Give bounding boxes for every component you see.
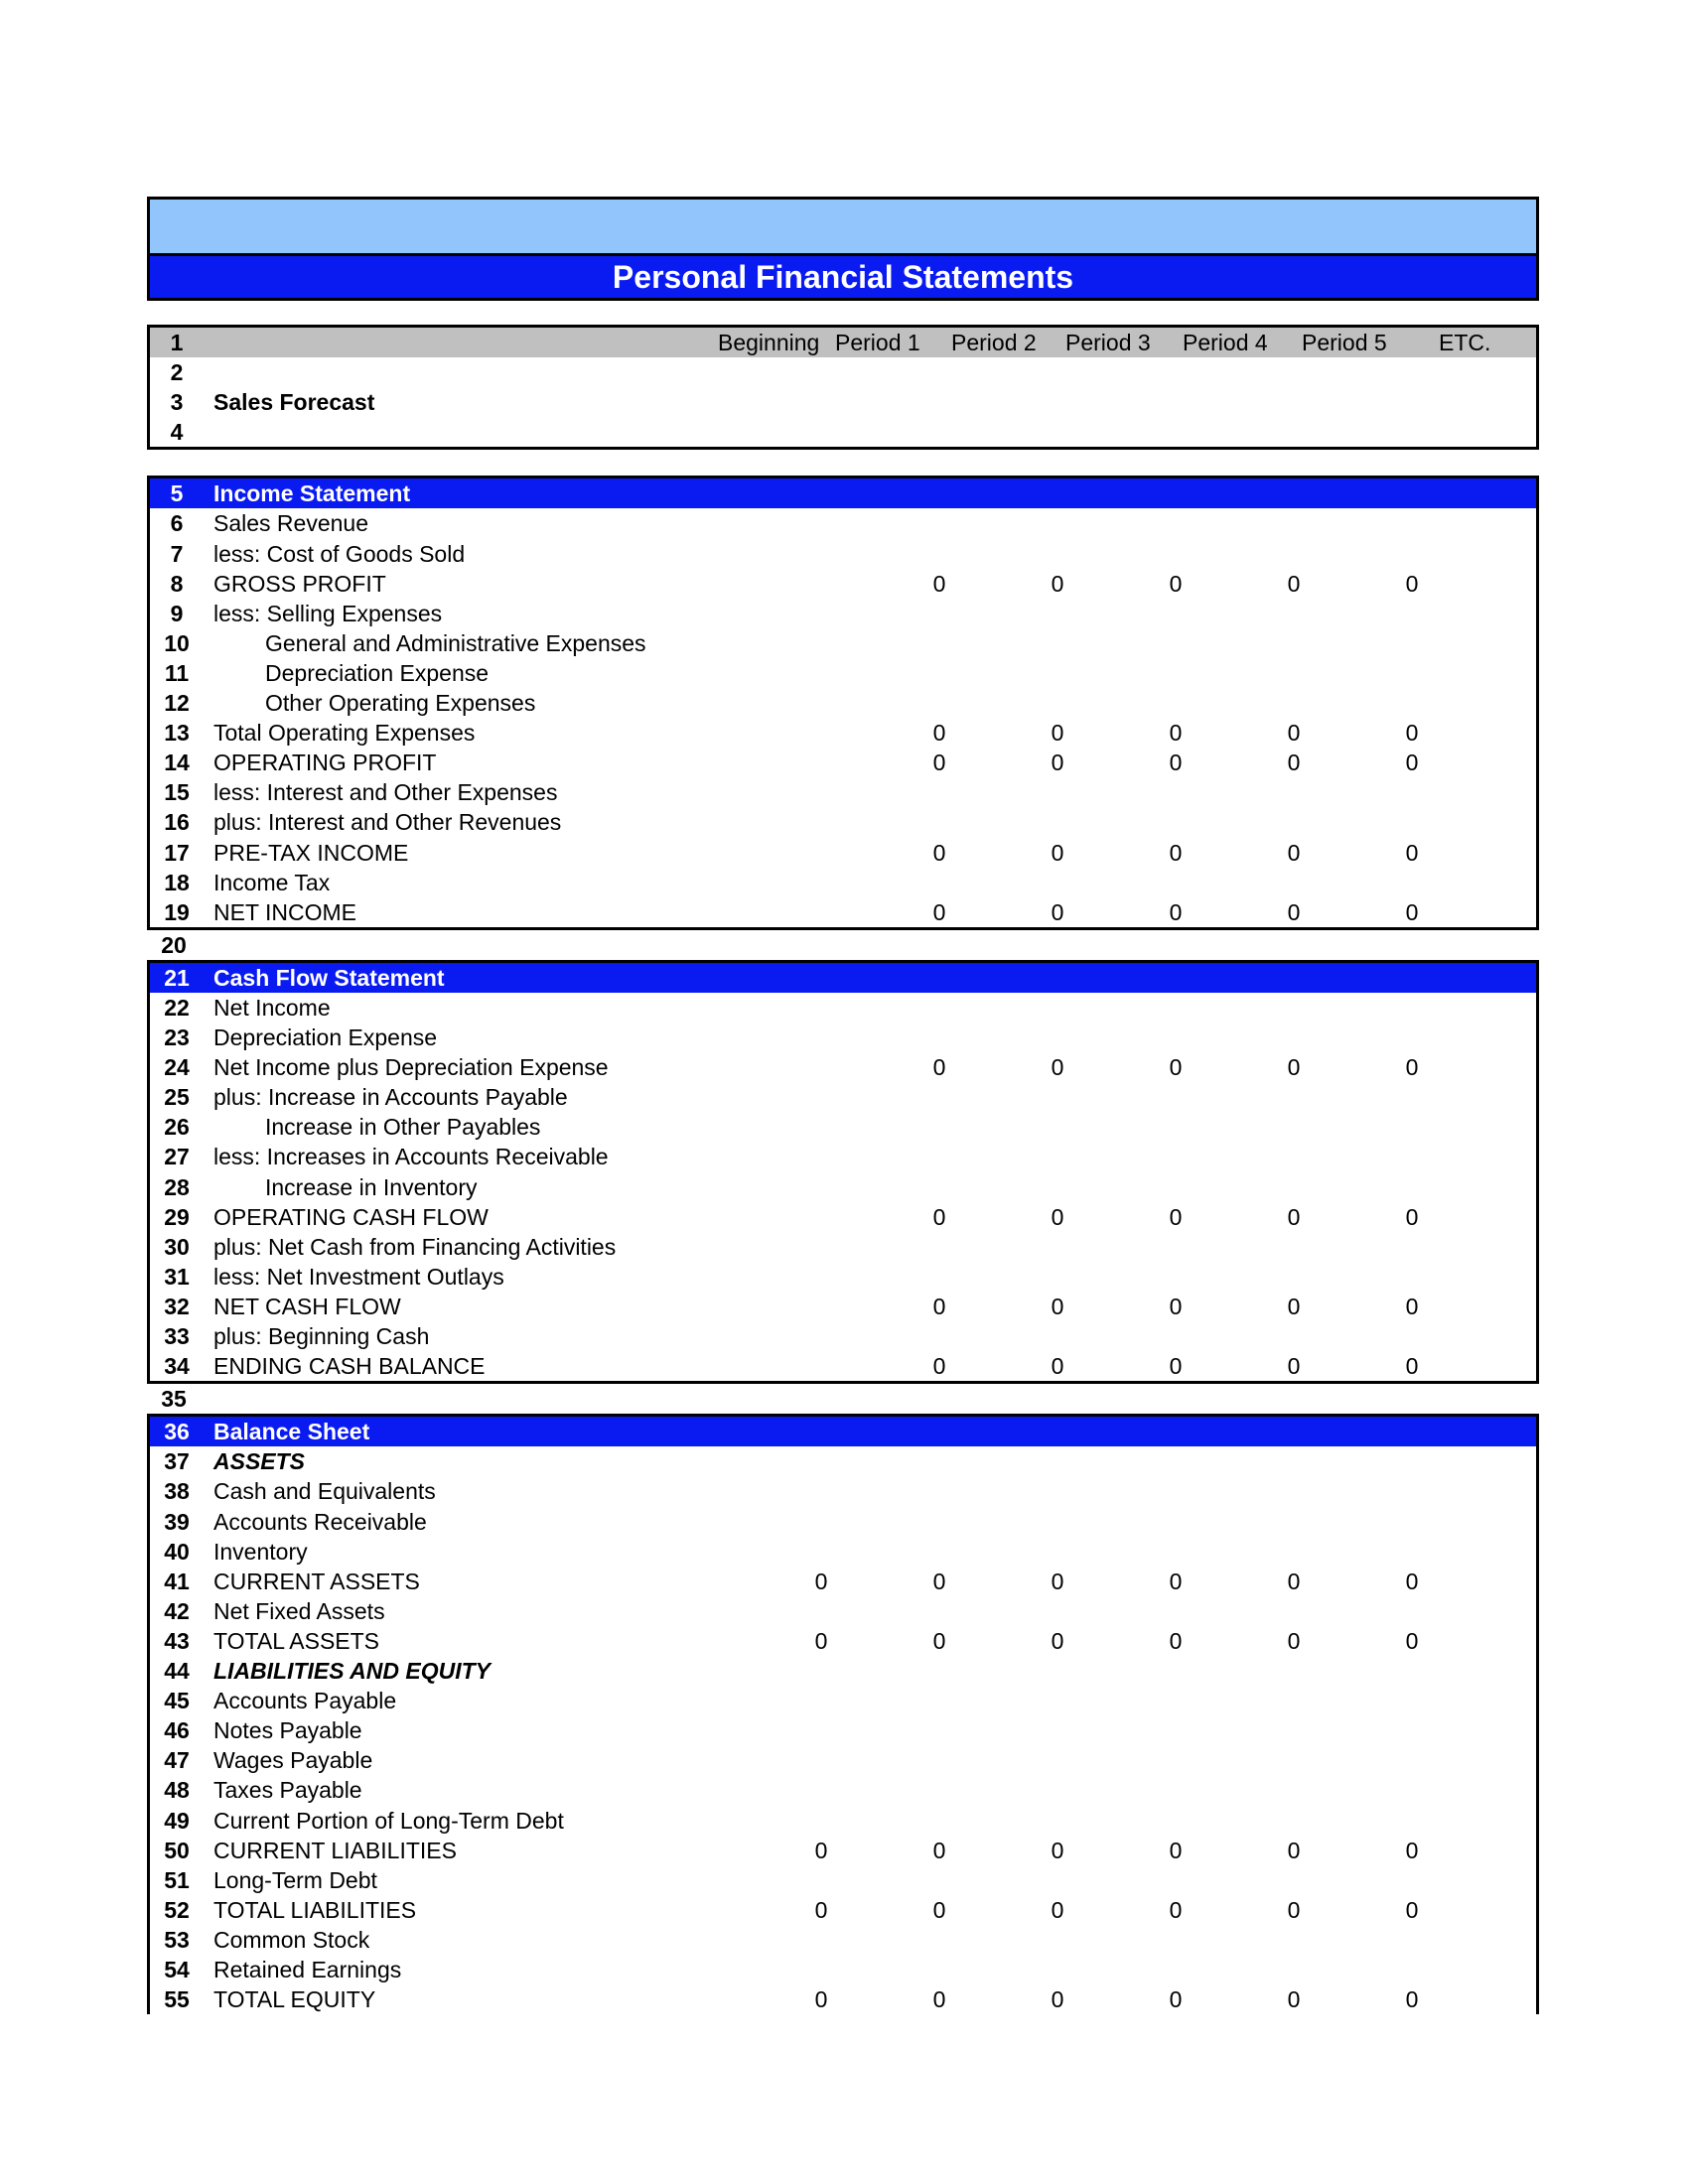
cell-value: 0 [1405, 750, 1419, 776]
row-label: Depreciation Expense [265, 659, 490, 686]
table-row [150, 1292, 1536, 1321]
table-row [150, 1476, 1536, 1506]
cell-value: 0 [1405, 570, 1419, 597]
row-label: OPERATING CASH FLOW [213, 1203, 489, 1230]
cell-value: 0 [1405, 720, 1419, 747]
row-number: 43 [164, 1627, 190, 1654]
table-row [150, 1925, 1536, 1955]
financial-statements-sheet [147, 197, 1539, 2014]
table-row [150, 1052, 1536, 1082]
table-row [150, 387, 1536, 417]
cell-value: 0 [1169, 1627, 1183, 1654]
table-row [150, 328, 1536, 357]
row-number: 21 [164, 964, 190, 991]
row-label: Retained Earnings [213, 1956, 402, 1982]
row-number: 17 [164, 839, 190, 866]
table-row [150, 1745, 1536, 1775]
table-row [150, 1596, 1536, 1626]
cell-value: 0 [1405, 839, 1419, 866]
row-label: less: Interest and Other Expenses [213, 779, 558, 806]
cell-value: 0 [1051, 570, 1064, 597]
cell-value: 0 [1287, 1203, 1301, 1230]
table-row [150, 628, 1536, 658]
table-row [150, 1172, 1536, 1202]
cell-value: 0 [1051, 1896, 1064, 1923]
row-label: GROSS PROFIT [213, 570, 386, 597]
table-row [150, 599, 1536, 628]
table-row [150, 1112, 1536, 1142]
column-header: Period 3 [1065, 330, 1151, 355]
cell-value: 0 [1169, 750, 1183, 776]
table-row [150, 478, 1536, 508]
cell-value: 0 [814, 1896, 828, 1923]
row-number: 19 [164, 898, 190, 925]
row-number: 2 [170, 359, 184, 386]
cell-value: 0 [932, 720, 946, 747]
row-number: 11 [164, 659, 190, 686]
cell-value: 0 [1169, 570, 1183, 597]
cell-value: 0 [932, 1054, 946, 1081]
row-number: 22 [164, 994, 190, 1021]
cell-value: 0 [814, 1568, 828, 1594]
table-row [150, 1202, 1536, 1232]
cell-value: 0 [1051, 839, 1064, 866]
cell-value: 0 [932, 1353, 946, 1380]
table-row [150, 1232, 1536, 1262]
table-row [150, 357, 1536, 387]
cell-value: 0 [1169, 1837, 1183, 1863]
cell-value: 0 [932, 570, 946, 597]
table-row [150, 1865, 1536, 1895]
cell-value: 0 [932, 1203, 946, 1230]
row-number: 9 [170, 600, 184, 626]
row-label: Increase in Inventory [265, 1173, 478, 1200]
row-label: NET CASH FLOW [213, 1293, 401, 1319]
cell-value: 0 [1051, 1837, 1064, 1863]
cell-value: 0 [1169, 1353, 1183, 1380]
cell-value: 0 [932, 1896, 946, 1923]
table-row [150, 1321, 1536, 1351]
table-row [150, 1417, 1536, 1446]
row-label: TOTAL ASSETS [213, 1627, 380, 1654]
row-label: Sales Forecast [213, 389, 375, 416]
cell-value: 0 [1405, 1568, 1419, 1594]
row-label: PRE-TAX INCOME [213, 839, 409, 866]
row-label: plus: Beginning Cash [213, 1323, 430, 1349]
row-number: 5 [170, 480, 184, 507]
row-number: 51 [164, 1866, 190, 1893]
table-row [150, 688, 1536, 718]
table-row [150, 1262, 1536, 1292]
cell-value: 0 [1405, 1293, 1419, 1319]
row-label: TOTAL LIABILITIES [213, 1896, 417, 1923]
row-number: 39 [164, 1508, 190, 1535]
table-row [150, 868, 1536, 897]
cell-value: 0 [1287, 570, 1301, 597]
row-label: plus: Increase in Accounts Payable [213, 1084, 568, 1111]
cell-value: 0 [1287, 1896, 1301, 1923]
cell-value: 0 [1287, 898, 1301, 925]
cell-value: 0 [1287, 720, 1301, 747]
balance-sheet-section [147, 1414, 1539, 2014]
row-number: 38 [164, 1478, 190, 1505]
row-number: 46 [164, 1717, 190, 1744]
cell-value: 0 [1287, 1986, 1301, 2013]
cell-value: 0 [1287, 1054, 1301, 1081]
table-row [150, 963, 1536, 993]
column-header: ETC. [1439, 330, 1491, 355]
table-row [150, 1082, 1536, 1112]
column-header: Period 4 [1183, 330, 1268, 355]
row-number: 44 [164, 1658, 190, 1685]
table-row [150, 897, 1536, 927]
row-label: General and Administrative Expenses [265, 629, 646, 656]
row-label: CURRENT ASSETS [213, 1568, 420, 1594]
row-label: Sales Revenue [213, 510, 368, 537]
row-number: 20 [161, 931, 187, 958]
cell-value: 0 [932, 750, 946, 776]
cell-value: 0 [1051, 1627, 1064, 1654]
row-number: 37 [164, 1448, 190, 1475]
row-number: 12 [164, 690, 190, 717]
row-label: less: Cost of Goods Sold [213, 540, 466, 567]
cell-value: 0 [1169, 1203, 1183, 1230]
row-label: less: Net Investment Outlays [213, 1263, 504, 1290]
cell-value: 0 [1169, 1293, 1183, 1319]
table-row [150, 1446, 1536, 1476]
column-header: Beginning [718, 330, 820, 355]
cell-value: 0 [1287, 839, 1301, 866]
table-row [150, 807, 1536, 837]
cell-value: 0 [932, 1568, 946, 1594]
row-number: 54 [164, 1956, 190, 1982]
column-header: Period 5 [1302, 330, 1387, 355]
cell-value: 0 [1405, 1627, 1419, 1654]
table-row [150, 539, 1536, 569]
row-label: Taxes Payable [213, 1777, 362, 1804]
row-label: ASSETS [213, 1448, 306, 1475]
row-number: 29 [164, 1203, 190, 1230]
cell-value: 0 [1405, 1054, 1419, 1081]
row-number: 31 [164, 1263, 190, 1290]
row-number: 24 [164, 1054, 190, 1081]
spacer-row [147, 930, 1539, 960]
table-row [150, 1626, 1536, 1656]
table-row [150, 838, 1536, 868]
row-number: 18 [164, 869, 190, 895]
row-number: 7 [170, 540, 184, 567]
row-number: 48 [164, 1777, 190, 1804]
row-label: Current Portion of Long-Term Debt [213, 1807, 564, 1834]
row-number: 8 [170, 570, 184, 597]
row-label: CURRENT LIABILITIES [213, 1837, 457, 1863]
cell-value: 0 [1169, 1896, 1183, 1923]
row-number: 30 [164, 1233, 190, 1260]
table-row [150, 417, 1536, 447]
cell-value: 0 [932, 1837, 946, 1863]
table-row [150, 718, 1536, 748]
cell-value: 0 [1287, 1627, 1301, 1654]
table-row [150, 993, 1536, 1023]
table-row [150, 1836, 1536, 1865]
cell-value: 0 [1169, 1568, 1183, 1594]
cell-value: 0 [1051, 1986, 1064, 2013]
row-number: 6 [170, 510, 184, 537]
spacer-row [147, 1384, 1539, 1414]
cell-value: 0 [1405, 1896, 1419, 1923]
cell-value: 0 [1405, 1837, 1419, 1863]
row-number: 42 [164, 1597, 190, 1624]
table-row [150, 658, 1536, 688]
row-number: 28 [164, 1173, 190, 1200]
table-row [150, 1955, 1536, 1984]
row-label: Common Stock [213, 1926, 370, 1953]
row-label: plus: Interest and Other Revenues [213, 809, 562, 836]
row-label: LIABILITIES AND EQUITY [213, 1658, 491, 1685]
cell-value: 0 [1169, 720, 1183, 747]
row-number: 33 [164, 1323, 190, 1349]
row-label: OPERATING PROFIT [213, 750, 437, 776]
cell-value: 0 [814, 1627, 828, 1654]
row-label: Cash and Equivalents [213, 1478, 436, 1505]
cash-flow-section [147, 960, 1539, 1384]
title-band-light [147, 197, 1539, 253]
column-header: Period 1 [835, 330, 920, 355]
row-number: 55 [164, 1986, 190, 2013]
row-label: Long-Term Debt [213, 1866, 377, 1893]
row-number: 47 [164, 1747, 190, 1774]
cell-value: 0 [1169, 839, 1183, 866]
table-row [150, 1567, 1536, 1596]
row-label: less: Selling Expenses [213, 600, 443, 626]
table-row [150, 508, 1536, 538]
row-label: Wages Payable [213, 1747, 373, 1774]
cell-value: 0 [1287, 1353, 1301, 1380]
table-row [150, 569, 1536, 599]
row-label: Inventory [213, 1538, 308, 1565]
table-row [150, 1775, 1536, 1805]
row-label: Total Operating Expenses [213, 720, 476, 747]
income-statement-section [147, 476, 1539, 929]
row-label: Net Fixed Assets [213, 1597, 385, 1624]
cell-value: 0 [1405, 1203, 1419, 1230]
cell-value: 0 [1051, 1293, 1064, 1319]
cell-value: 0 [1051, 720, 1064, 747]
row-label: Balance Sheet [213, 1419, 370, 1445]
row-label: NET INCOME [213, 898, 356, 925]
cell-value: 0 [1287, 1293, 1301, 1319]
cell-value: 0 [1169, 1054, 1183, 1081]
cell-value: 0 [1051, 1203, 1064, 1230]
row-number: 45 [164, 1688, 190, 1714]
table-row [150, 1686, 1536, 1715]
row-number: 49 [164, 1807, 190, 1834]
table-row [150, 1351, 1536, 1381]
cell-value: 0 [932, 839, 946, 866]
row-number: 14 [164, 750, 190, 776]
row-number: 32 [164, 1293, 190, 1319]
table-row [150, 1895, 1536, 1925]
row-label: ENDING CASH BALANCE [213, 1353, 486, 1380]
row-number: 16 [164, 809, 190, 836]
cell-value: 0 [1051, 898, 1064, 925]
row-label: less: Increases in Accounts Receivable [213, 1144, 609, 1170]
row-number: 25 [164, 1084, 190, 1111]
row-number: 15 [164, 779, 190, 806]
row-label: Cash Flow Statement [213, 964, 445, 991]
row-number: 50 [164, 1837, 190, 1863]
row-label: Income Statement [213, 480, 411, 507]
cell-value: 0 [932, 1627, 946, 1654]
table-row [150, 1806, 1536, 1836]
cell-value: 0 [1287, 1837, 1301, 1863]
row-number: 53 [164, 1926, 190, 1953]
cell-value: 0 [1405, 1353, 1419, 1380]
cell-value: 0 [932, 898, 946, 925]
row-number: 13 [164, 720, 190, 747]
table-row [150, 1023, 1536, 1052]
row-label: Notes Payable [213, 1717, 362, 1744]
column-header: Period 2 [951, 330, 1037, 355]
row-number: 41 [164, 1568, 190, 1594]
row-number: 10 [164, 629, 190, 656]
row-number: 34 [164, 1353, 190, 1380]
table-row [150, 1715, 1536, 1745]
cell-value: 0 [1405, 898, 1419, 925]
cell-value: 0 [1287, 750, 1301, 776]
row-number: 52 [164, 1896, 190, 1923]
row-number: 1 [170, 330, 184, 355]
row-label: Increase in Other Payables [265, 1114, 541, 1141]
cell-value: 0 [1051, 1054, 1064, 1081]
table-row [150, 777, 1536, 807]
cell-value: 0 [814, 1986, 828, 2013]
cell-value: 0 [932, 1986, 946, 2013]
row-label: TOTAL EQUITY [213, 1986, 376, 2013]
row-label: Accounts Receivable [213, 1508, 427, 1535]
table-row [150, 1537, 1536, 1567]
row-label: Income Tax [213, 869, 331, 895]
row-number: 4 [170, 419, 184, 446]
cell-value: 0 [1287, 1568, 1301, 1594]
cell-value: 0 [1051, 1353, 1064, 1380]
row-number: 3 [170, 389, 184, 416]
row-label: Depreciation Expense [213, 1024, 438, 1051]
cell-value: 0 [1169, 898, 1183, 925]
row-number: 36 [164, 1419, 190, 1445]
header-section [147, 325, 1539, 450]
row-number: 35 [161, 1386, 187, 1413]
cell-value: 0 [1051, 750, 1064, 776]
cell-value: 0 [814, 1837, 828, 1863]
table-row [150, 1507, 1536, 1537]
row-label: plus: Net Cash from Financing Activities [213, 1233, 617, 1260]
row-label: Accounts Payable [213, 1688, 397, 1714]
row-label: Other Operating Expenses [265, 690, 536, 717]
table-row [150, 1142, 1536, 1171]
cell-value: 0 [932, 1293, 946, 1319]
cell-value: 0 [1405, 1986, 1419, 2013]
table-row [150, 1656, 1536, 1686]
page-title: Personal Financial Statements [147, 253, 1539, 301]
row-number: 26 [164, 1114, 190, 1141]
row-number: 27 [164, 1144, 190, 1170]
row-number: 40 [164, 1538, 190, 1565]
table-row [150, 748, 1536, 777]
cell-value: 0 [1051, 1568, 1064, 1594]
row-number: 23 [164, 1024, 190, 1051]
cell-value: 0 [1169, 1986, 1183, 2013]
table-row [150, 1984, 1536, 2014]
row-label: Net Income plus Depreciation Expense [213, 1054, 609, 1081]
row-label: Net Income [213, 994, 331, 1021]
